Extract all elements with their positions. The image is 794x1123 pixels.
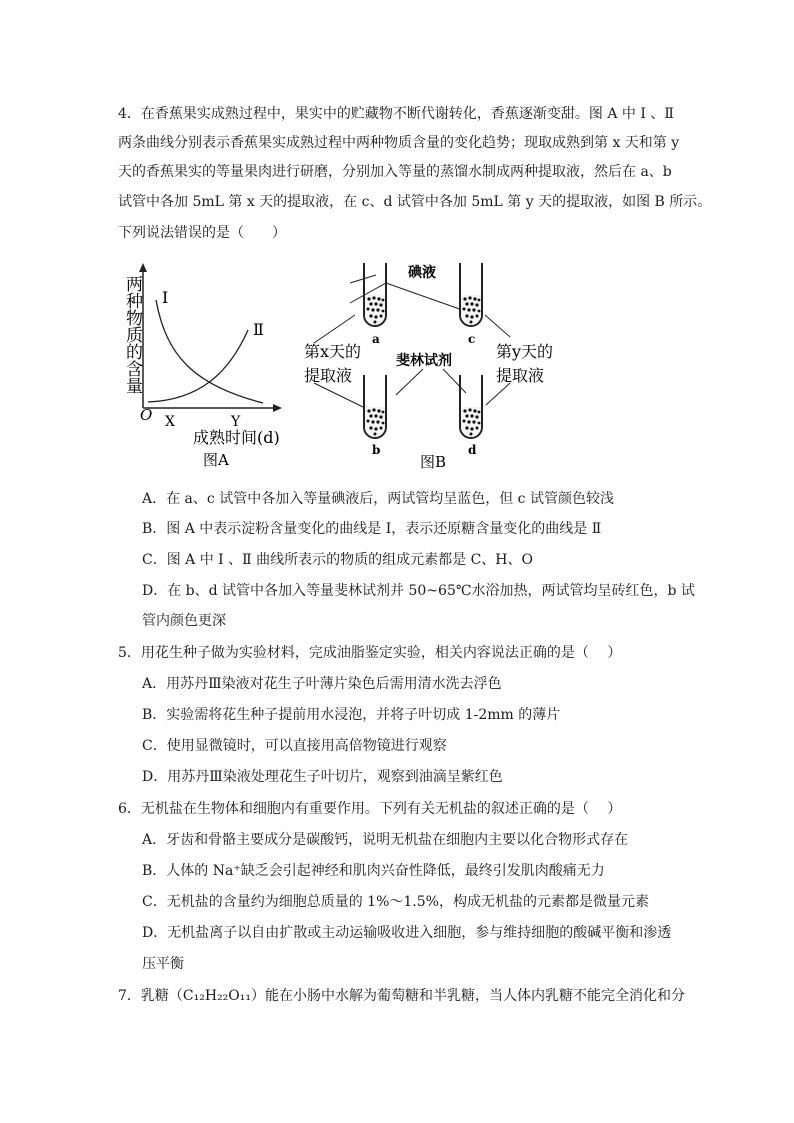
q4-stem-line-2: 两条曲线分别表示香蕉果实成熟过程中两种物质含量的变化趋势；现取成熟到第 x 天和第 y — [118, 135, 680, 151]
q4-stem-line-4: 试管中各加 5mL 第 x 天的提取液，在 c、d 试管中各加 5mL 第 y 天的提取液，如图 B 所示。 — [118, 194, 712, 210]
q5-option-c: C．使用显微镜时，可以直接用高倍物镜进行观察 — [142, 738, 447, 754]
q4-option-d: D．在 b、d 试管中各加入等量斐林试剂并 50~65℃水浴加热，两试管均呈砖红色，b 试 — [142, 583, 695, 599]
fig-b-line-right-d — [486, 383, 510, 405]
test-tube-b — [364, 375, 386, 438]
fig-b-line-b-fehling — [396, 369, 423, 395]
q6-option-d: D．无机盐离子以自由扩散或主动运输吸收进入细胞，参与维持细胞的酸碱平衡和渗透 — [142, 925, 672, 941]
q4-option-c: C．图 A 中 Ⅰ 、Ⅱ 曲线所表示的物质的组成元素都是 C、H、O — [142, 552, 533, 568]
q5-option-a: A．用苏丹Ⅲ染液对花生子叶薄片染色后需用清水洗去浮色 — [142, 676, 502, 692]
fig-b-line-a-left — [314, 315, 355, 343]
q4-stem-line-5: 下列说法错误的是（ ） — [118, 225, 286, 241]
q4-option-d-cont: 管内颜色更深 — [142, 613, 226, 629]
fig-a-tick-x: X — [165, 414, 175, 430]
fig-b-line-iodine-c — [386, 283, 468, 312]
q6-option-a: A．牙齿和骨骼主要成分是碳酸钙，说明无机盐在细胞内主要以化合物形式存在 — [142, 832, 629, 848]
test-tube-a — [364, 263, 386, 326]
fig-b-right-line-1: 第y天的 — [496, 342, 554, 361]
fig-a-xlabel: 成熟时间(d) — [193, 428, 280, 447]
fig-a-curve-2-label: Ⅱ — [253, 320, 264, 339]
test-tube-c — [460, 263, 482, 326]
test-tube-d — [460, 375, 482, 438]
fig-a-x-arrow — [273, 404, 282, 412]
tube-d-label: d — [468, 443, 477, 457]
fig-b-left-line-2: 提取液 — [304, 366, 353, 385]
q7-stem: 7．乳糖（C₁₂H₂₂O₁₁）能在小肠中水解为葡萄糖和半乳糖，当人体内乳糖不能完全消化和分 — [118, 988, 685, 1004]
q5-option-d: D．用苏丹Ⅲ染液处理花生子叶切片，观察到油滴呈紫红色 — [142, 769, 503, 785]
figure-a — [122, 263, 282, 469]
q4-option-b: B．图 A 中表示淀粉含量变化的曲线是 Ⅰ，表示还原糖含量变化的曲线是 Ⅱ — [142, 521, 602, 537]
fig-b-iodine-label: 碘液 — [408, 265, 436, 281]
fig-b-line-left-b — [314, 383, 363, 407]
fig-a-origin: O — [140, 406, 153, 424]
fig-b-line-c-right — [485, 315, 510, 337]
q6-option-d-cont: 压平衡 — [142, 956, 184, 972]
q5-option-b: B．实验需将花生种子提前用水浸泡，并将子叶切成 1-2mm 的薄片 — [142, 707, 561, 723]
fig-b-left-line-1: 第x天的 — [304, 342, 362, 361]
fig-b-caption: 图B — [420, 453, 447, 471]
fig-a-curve-1 — [156, 300, 263, 403]
q4-stem-line-1: 4．在香蕉果实成熟过程中，果实中的贮藏物不断代谢转化，香蕉逐渐变甜。图 A 中 Ⅰ 、Ⅱ — [118, 106, 674, 122]
tube-b-label: b — [372, 443, 381, 457]
tube-a-label: a — [372, 332, 380, 346]
fig-b-right-line-2: 提取液 — [496, 366, 545, 385]
fig-a-curve-1-label: Ⅰ — [162, 288, 169, 307]
figure-b — [304, 263, 553, 471]
fig-b-fehling-label: 斐林试剂 — [396, 353, 452, 369]
fig-a-ylabel: 两种物质的含量 — [122, 275, 142, 394]
q6-option-c: C．无机盐的含量约为细胞总质量的 1%～1.5%，构成无机盐的元素都是微量元素 — [142, 894, 649, 910]
q6-option-b: B．人体的 Na⁺缺乏会引起神经和肌肉兴奋性降低，最终引发肌肉酸痛无力 — [142, 863, 605, 879]
fig-a-caption: 图A — [203, 451, 229, 469]
q4-stem-line-3: 天的香蕉果实的等量果肉进行研磨，分别加入等量的蒸馏水制成两种提取液，然后在 a、b — [118, 164, 672, 180]
fig-a-tick-y: Y — [231, 414, 241, 430]
tube-c-label: c — [468, 332, 476, 346]
fig-a-curve-2 — [148, 330, 248, 402]
q4-option-a: A．在 a、c 试管中各加入等量碘液后，两试管均呈蓝色，但 c 试管颜色较浅 — [142, 491, 614, 507]
q6-stem: 6．无机盐在生物体和细胞内有重要作用。下列有关无机盐的叙述正确的是（ ） — [118, 801, 622, 817]
fig-a-y-arrow — [139, 263, 147, 272]
fig-b-line-fehling-d — [443, 369, 466, 393]
q5-stem: 5．用花生种子做为实验材料，完成油脂鉴定实验，相关内容说法正确的是（ ） — [118, 645, 622, 661]
q4-figure — [118, 255, 588, 475]
